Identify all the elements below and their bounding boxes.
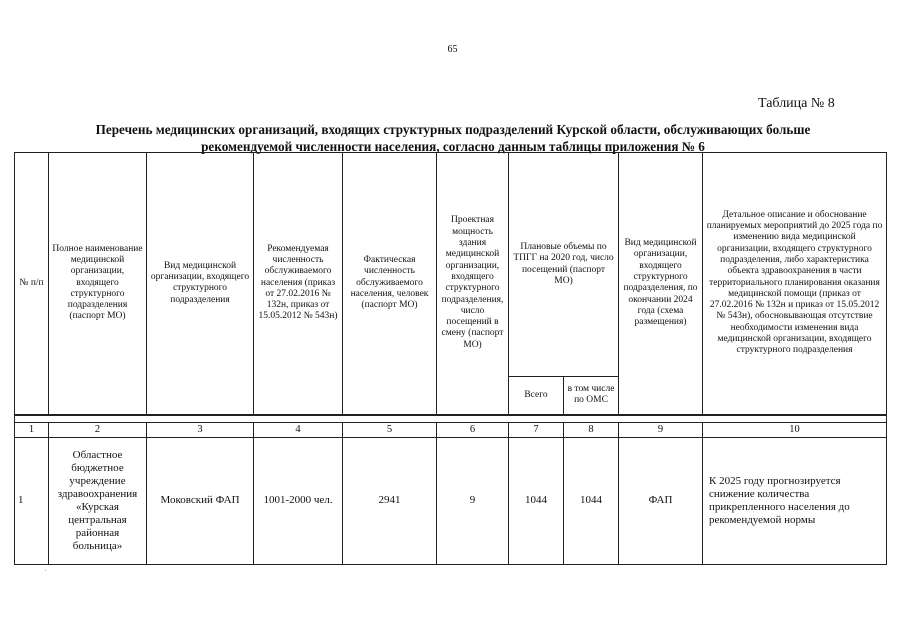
header-org-type: Вид медицинской организации, входящего структурного подразделения xyxy=(147,153,254,415)
cell-actual-population: 2941 xyxy=(343,437,437,564)
organizations-table xyxy=(14,152,887,565)
header-org-name: Полное наименование медицинской организации, входящего структурного подразделения (паспорт МО) xyxy=(49,153,147,415)
cell-description: К 2025 году прогнозируется снижение количества прикрепленного населения до рекомендуемой нормы xyxy=(703,437,887,564)
column-number: 6 xyxy=(437,422,509,437)
page-number: 65 xyxy=(447,44,458,55)
header-description: Детальное описание и обоснование планируемых мероприятий до 2025 года по изменению вида медицинской организации, входящего структурного подразделения, либо характеристика объекта здравоохранения в части территориального планирования оказания медицинской помощи (приказ от 27.02.2016 № 132н и приказ от 15.05.2012 № 543н), обосновывающая отсутствие необходимости изменения вида медицинской организации, входящего структурного подразделения xyxy=(703,153,887,415)
cell-capacity: 9 xyxy=(437,437,509,564)
cell-total: 1044 xyxy=(509,437,564,564)
title-line-2: рекомендуемой численности населения, согласно данным таблицы приложения № 6 xyxy=(201,139,705,154)
cell-num: 1 xyxy=(15,437,49,564)
header-future-type: Вид медицинской организации, входящего структурного подразделения, по окончании 2024 года (схема размещения) xyxy=(619,153,703,415)
cell-org-type: Моковский ФАП xyxy=(147,437,254,564)
cell-recommended-population: 1001-2000 чел. xyxy=(254,437,343,564)
header-capacity: Проектная мощность здания медицинской организации, входящего структурного подразделения, число посещений в смену (паспорт МО) xyxy=(437,153,509,415)
column-number: 5 xyxy=(343,422,437,437)
column-number: 7 xyxy=(509,422,564,437)
title-line-1: Перечень медицинских организаций, входящих структурных подразделений Курской области, обслуживающих больше xyxy=(95,122,811,137)
cell-oms: 1044 xyxy=(564,437,619,564)
column-number: 10 xyxy=(703,422,887,437)
table-label: Таблица № 8 xyxy=(758,96,835,111)
table-divider xyxy=(15,415,887,423)
column-number: 9 xyxy=(619,422,703,437)
header-recommended-population: Рекомендуемая численность обслуживаемого населения (приказ от 27.02.2016 № 132н, приказ от 15.05.2012 № 543н) xyxy=(254,153,343,415)
column-number: 1 xyxy=(15,422,49,437)
document-title xyxy=(18,121,888,155)
cell-org-name: Областное бюджетное учреждение здравоохранения «Курская центральная районная больница» xyxy=(49,437,147,564)
header-actual-population: Фактическая численность обслуживаемого населения, человек (паспорт МО) xyxy=(343,153,437,415)
header-planned-volumes: Плановые объемы по ТПГГ на 2020 год, число посещений (паспорт МО) xyxy=(509,153,619,377)
cell-future-type: ФАП xyxy=(619,437,703,564)
header-num: № п/п xyxy=(15,153,49,415)
header-oms: в том числе по ОМС xyxy=(564,377,619,415)
scan-mark: · xyxy=(44,566,47,575)
column-number: 2 xyxy=(49,422,147,437)
column-number: 4 xyxy=(254,422,343,437)
header-total: Всего xyxy=(509,377,564,415)
column-number: 8 xyxy=(564,422,619,437)
table-row xyxy=(15,437,887,564)
column-number: 3 xyxy=(147,422,254,437)
